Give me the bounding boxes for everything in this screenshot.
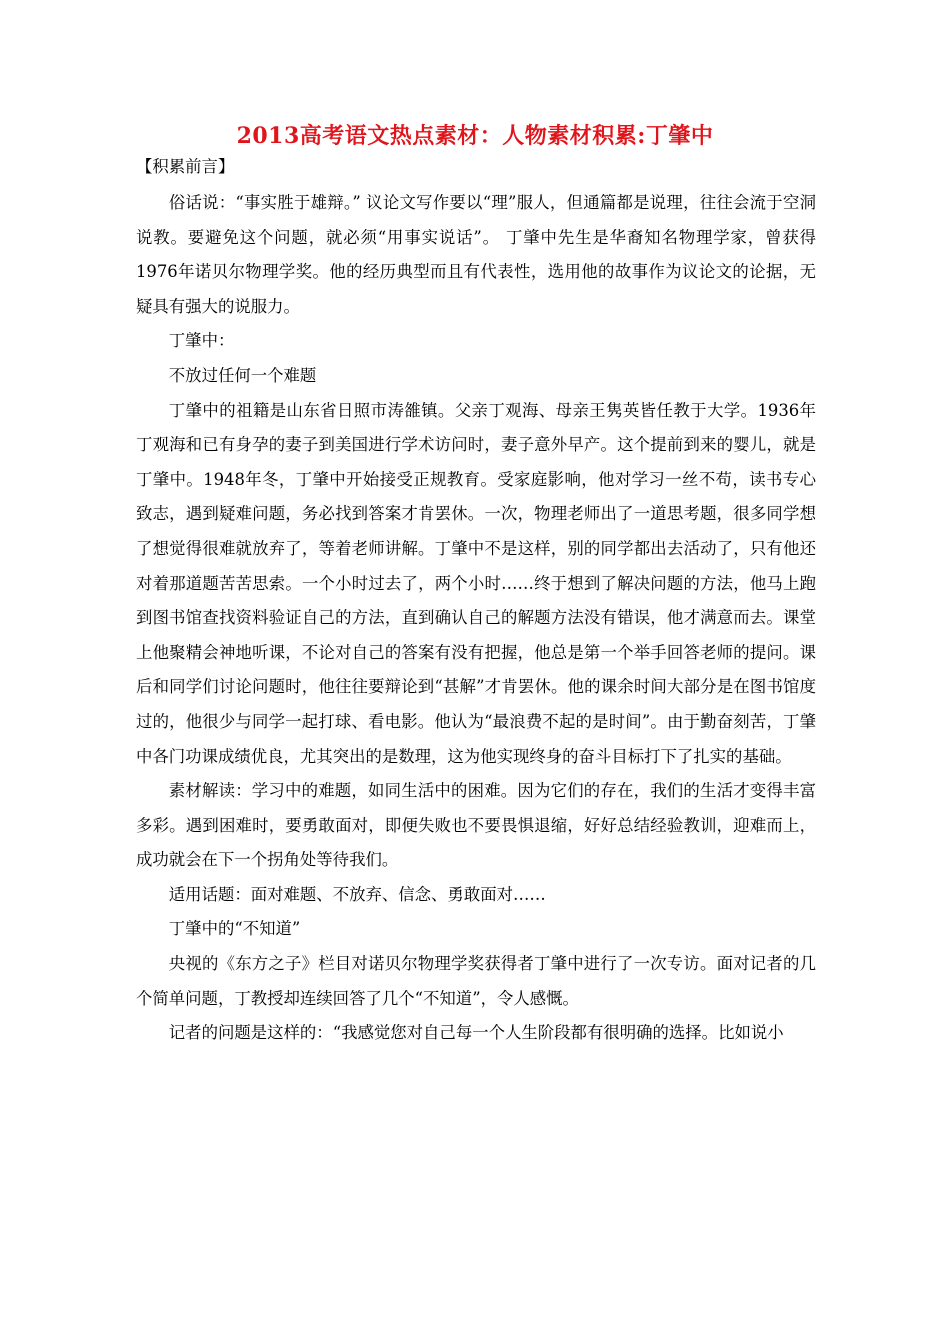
paragraph-preface: 俗话说：“事实胜于雄辩。” 议论文写作要以“理”服人，但通篇都是说理，往往会流于空洞说教。要避免这个问题，就必须“用事实说话”。 丁肇中先生是华裔知名物理学家，曾获得1976年诺贝尔物理学奖。他的经历典型而且有代表性，选用他的故事作为议论文的论据，无疑具有强大的说服力。: [136, 193, 816, 316]
paragraph-subheading-dont-know: 丁肇中的“不知道”: [168, 919, 301, 939]
paragraph-subheading-difficulty: 不放过任何一个难题: [168, 365, 317, 385]
section-label: 【积累前言】: [136, 157, 235, 176]
paragraph-interpretation: 素材解读：学习中的难题，如同生活中的困难。因为它们的存在，我们的生活才变得丰富多彩。遇到困难时，要勇敢面对，即便失败也不要畏惧退缩，好好总结经验教训，迎难而上，成功就会在下一个拐角处等待我们。: [136, 781, 816, 870]
paragraph-heading-name: 丁肇中：: [168, 331, 235, 351]
paragraph-interview: 央视的《东方之子》栏目对诺贝尔物理学奖获得者丁肇中进行了一次专访。面对记者的几个简单问题，丁教授却连续回答了几个“不知道”，令人感慨。: [136, 954, 816, 1008]
document-body: [136, 152, 816, 1051]
document-title: 2013高考语文热点素材：人物素材积累:丁肇中: [236, 123, 714, 149]
paragraph-story-study: 丁肇中的祖籍是山东省日照市涛雒镇。父亲丁观海、母亲王隽英皆任教于大学。1936年丁观海和已有身孕的妻子到美国进行学术访问时，妻子意外早产。这个提前到来的婴儿，就是丁肇中。1948年冬，丁肇中开始接受正规教育。受家庭影响，他对学习一丝不苟，读书专心致志，遇到疑难问题，务必找到答案才肯罢休。一次，物理老师出了一道思考题，很多同学想了想觉得很难就放弃了，等着老师讲解。丁肇中不是这样，别的同学都出去活动了，只有他还对着那道题苦苦思索。一个小时过去了，两个小时……终于想到了解决问题的方法，他马上跑到图书馆查找资料验证自己的方法，直到确认自己的解题方法没有错误，他才满意而去。课堂上他聚精会神地听课，不论对自己的答案有没有把握，他总是第一个举手回答老师的提问。课后和同学们讨论问题时，他往往要辩论到“甚解”才肯罢休。他的课余时间大部分是在图书馆度过的，他很少与同学一起打球、看电影。他认为“最浪费不起的是时间”。由于勤奋刻苦，丁肇中各门功课成绩优良，尤其突出的是数理，这为他实现终身的奋斗目标打下了扎实的基础。: [136, 400, 816, 766]
paragraph-topics: 适用话题：面对难题、不放弃、信念、勇敢面对……: [168, 884, 546, 904]
paragraph-question: 记者的问题是这样的：“我感觉您对自己每一个人生阶段都有很明确的选择。比如说小: [168, 1023, 784, 1043]
